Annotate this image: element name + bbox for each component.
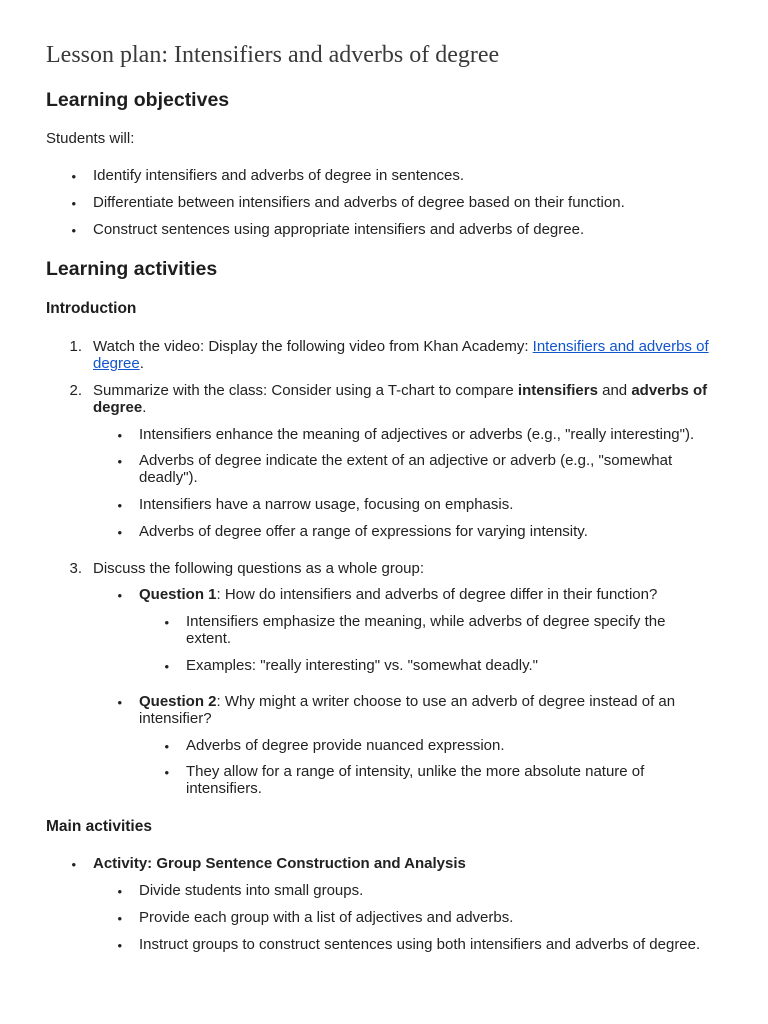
bullet-icon: •: [117, 911, 122, 926]
step-discuss: Discuss the following questions as a whole group:: [93, 560, 425, 577]
question-text: : How do intensifiers and adverbs of degree differ in their function?: [216, 586, 658, 603]
tchart-point: Adverbs of degree indicate the extent of an adjective or adverb (e.g., "somewhat deadly").: [139, 452, 673, 486]
introduction-heading: Introduction: [46, 300, 137, 317]
activity-step: Divide students into small groups.: [139, 882, 364, 899]
question-label: Question 1: [139, 586, 217, 603]
objective-item: Construct sentences using appropriate intensifiers and adverbs of degree.: [93, 221, 585, 238]
main-activities-heading: Main activities: [46, 818, 152, 835]
step-number: 1.: [69, 338, 82, 355]
bullet-icon: •: [117, 428, 122, 443]
question-answer: Adverbs of degree provide nuanced expression.: [186, 737, 505, 754]
bullet-icon: •: [164, 659, 169, 674]
tchart-point: Intensifiers enhance the meaning of adjectives or adverbs (e.g., "really interesting").: [139, 426, 695, 443]
step-summarize: [93, 382, 721, 416]
step-text: Summarize with the class: Consider using a T-chart to compare: [93, 382, 518, 399]
step-number: 2.: [69, 382, 82, 399]
bullet-icon: •: [117, 525, 122, 540]
bullet-icon: •: [164, 615, 169, 630]
step-text: and: [597, 382, 632, 399]
step-suffix: .: [139, 355, 144, 372]
question-answer: Intensifiers emphasize the meaning, while adverbs of degree specify the extent.: [186, 613, 666, 647]
activity-title: Activity: Group Sentence Construction and Analysis: [93, 855, 466, 872]
bullet-icon: •: [117, 695, 122, 710]
bullet-icon: •: [71, 196, 76, 211]
objective-item: Identify intensifiers and adverbs of degree in sentences.: [93, 167, 465, 184]
bullet-icon: •: [117, 884, 122, 899]
bullet-icon: •: [164, 739, 169, 754]
bullet-icon: •: [117, 938, 122, 953]
question-2: [139, 693, 719, 727]
term-adverbs-of-degree: adverbs of degree: [93, 382, 708, 416]
activity-step: Instruct groups to construct sentences using both intensifiers and adverbs of degree.: [139, 936, 701, 953]
bullet-icon: •: [164, 765, 169, 780]
activities-heading: Learning activities: [46, 258, 218, 280]
question-1: [139, 586, 729, 603]
question-text: : Why might a writer choose to use an adverb of degree instead of an intensifier?: [139, 693, 676, 727]
term-intensifiers: intensifiers: [517, 382, 598, 399]
tchart-point: Adverbs of degree offer a range of expressions for varying intensity.: [139, 523, 588, 540]
activity-step: Provide each group with a list of adjectives and adverbs.: [139, 909, 514, 926]
step-watch-video: [93, 338, 721, 372]
bullet-icon: •: [117, 588, 122, 603]
bullet-icon: •: [117, 498, 122, 513]
step-text: Watch the video: Display the following video from Khan Academy:: [93, 338, 533, 355]
bullet-icon: •: [117, 454, 122, 469]
question-answer: They allow for a range of intensity, unlike the more absolute nature of intensifiers.: [186, 763, 645, 797]
step-suffix: .: [142, 399, 147, 416]
question-answer: Examples: "really interesting" vs. "somewhat deadly.": [186, 657, 539, 674]
bullet-icon: •: [71, 223, 76, 238]
tchart-point: Intensifiers have a narrow usage, focusing on emphasis.: [139, 496, 514, 513]
question-label: Question 2: [139, 693, 217, 710]
document-title: Lesson plan: Intensifiers and adverbs of degree: [46, 42, 500, 68]
video-link[interactable]: Intensifiers and adverbs of degree: [93, 338, 709, 372]
step-number: 3.: [69, 560, 82, 577]
objective-item: Differentiate between intensifiers and adverbs of degree based on their function.: [93, 194, 625, 211]
objectives-heading: Learning objectives: [46, 89, 230, 111]
objectives-intro: Students will:: [46, 130, 135, 147]
bullet-icon: •: [71, 857, 76, 872]
bullet-icon: •: [71, 169, 76, 184]
